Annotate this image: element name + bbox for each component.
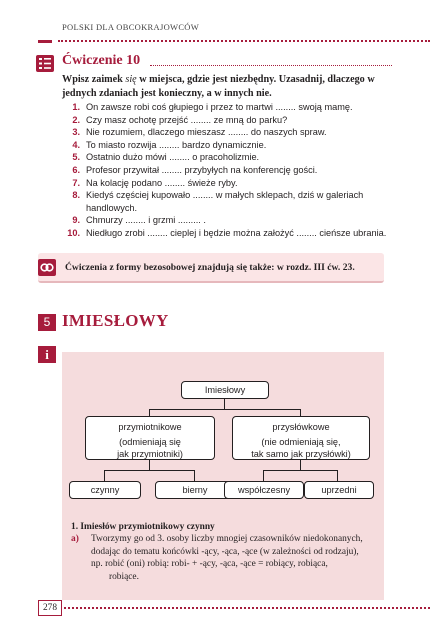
rule-heading: 1. Imiesłów przymiotnikowy czynny bbox=[71, 522, 215, 532]
footer-divider bbox=[64, 607, 430, 609]
page-number: 278 bbox=[38, 600, 62, 616]
diagram-leaf-active: czynny bbox=[69, 481, 141, 499]
connector-line bbox=[300, 459, 301, 470]
connector-line bbox=[149, 409, 300, 410]
connector-line bbox=[194, 470, 195, 481]
rule-line: np. robić (oni) robią: robi- + -ący, -ąca, -ące = robiący, robiąca, bbox=[91, 559, 328, 569]
rule-letter: a) bbox=[71, 534, 79, 544]
list-item: 8. Kiedyś częściej kupowało ........ w małych sklepach, dziś w galeriach handlowych. bbox=[72, 190, 364, 213]
exercise-instruction: Wpisz zaimek się w miejsca, gdzie jest niezbędny. Uzasadnij, dlaczego w jednych zdaniach jest konieczny, a w innych nie. bbox=[62, 74, 375, 99]
list-item: 9. Chmurzy ........ i grzmi ......... . bbox=[72, 215, 206, 226]
exercise-title: Ćwiczenie 10 bbox=[62, 53, 141, 68]
info-icon: i bbox=[38, 346, 56, 363]
checklist-icon bbox=[36, 55, 54, 72]
running-header: POLSKI DLA OBCOKRAJOWCÓW bbox=[62, 22, 200, 32]
rule-body bbox=[91, 533, 379, 583]
adverbial-title: przysłówkowe bbox=[272, 422, 330, 432]
list-item: 1. On zawsze robi coś głupiego i przez to martwi ........ swoją mamę. bbox=[72, 102, 353, 112]
connector-line bbox=[263, 470, 264, 481]
connector-line bbox=[263, 470, 337, 471]
list-item: 4. To miasto rozwija ........ bardzo dynamicznie. bbox=[72, 139, 267, 150]
exercise-title-divider bbox=[150, 65, 392, 66]
rule-line: Tworzymy go od 3. osoby liczby mnogiej czasowników niedokonanych, bbox=[91, 534, 363, 544]
connector-line bbox=[104, 470, 105, 481]
list-item: 5. Ostatnio dużo mówi ........ o pracoholizmie. bbox=[72, 152, 260, 163]
cross-reference-text: Ćwiczenia z formy bezosobowej znajdują się także: w rozdz. III ćw. 23. bbox=[65, 262, 355, 273]
link-icon bbox=[38, 259, 56, 276]
list-item: 3. Nie rozumiem, dlaczego mieszasz ........ do naszych spraw. bbox=[72, 127, 327, 138]
rule-line: robiące. bbox=[109, 571, 139, 582]
connector-line bbox=[337, 470, 338, 481]
diagram-leaf-perfect: uprzedni bbox=[304, 481, 374, 499]
list-item: 2. Czy masz ochotę przejść ........ ze mną do parku? bbox=[72, 114, 288, 125]
rule-line: dodając do tematu końcówki -ący, -ąca, -ące (w zależności od rodzaju), bbox=[91, 546, 359, 557]
section-number: 5 bbox=[38, 314, 56, 331]
adverbial-desc-line2: tak samo jak przysłówki) bbox=[251, 449, 351, 459]
diagram-leaf-present: współczesny bbox=[224, 481, 304, 499]
adverbial-desc-line1: (nie odmieniają się, bbox=[261, 437, 341, 447]
list-item: 6. Profesor przywitał ........ przybyłych na konferencję gości. bbox=[72, 164, 318, 175]
header-divider bbox=[58, 40, 430, 42]
header-accent-bar bbox=[38, 40, 52, 43]
list-item: 7. Na kolację podano ........ świeże ryby. bbox=[72, 177, 238, 188]
diagram-adverbial-box bbox=[232, 416, 370, 460]
adjectival-title: przymiotnikowe bbox=[118, 422, 182, 432]
diagram-root-box: Imiesłowy bbox=[181, 381, 269, 399]
adjectival-desc-line2: jak przymiotniki) bbox=[117, 449, 183, 459]
section-title: IMIESŁOWY bbox=[62, 311, 169, 330]
exercise-items bbox=[62, 101, 392, 240]
connector-line bbox=[149, 459, 150, 470]
list-item: 10. Niedługo zrobi ........ cieplej i będzie można założyć ........ cieńsze ubrania. bbox=[67, 227, 387, 238]
diagram-leaf-passive: bierny bbox=[155, 481, 235, 499]
adjectival-desc-line1: (odmieniają się bbox=[119, 437, 181, 447]
diagram-adjectival-box bbox=[85, 416, 215, 460]
connector-line bbox=[104, 470, 194, 471]
